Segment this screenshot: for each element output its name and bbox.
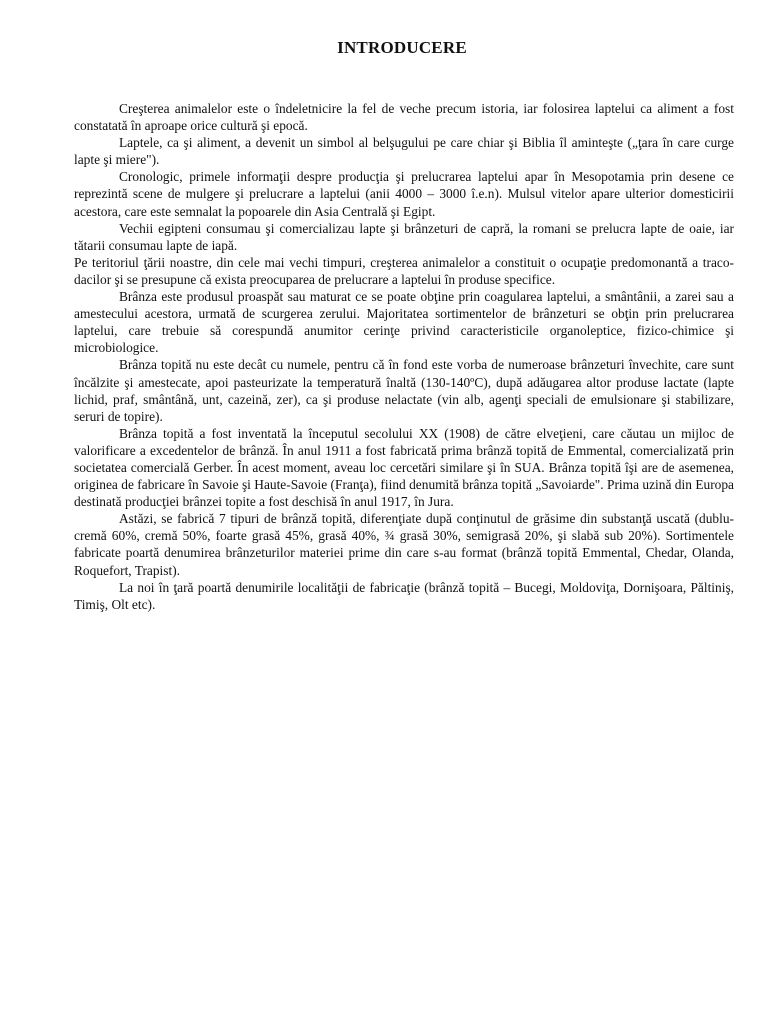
paragraph-5: Pe teritoriul ţării noastre, din cele mai vechi timpuri, creşterea animalelor a constituit o ocupaţie predomonantă a traco-dacilor şi se presupune că exista preocuparea de prelucrare a laptelui în produse specifice. (74, 254, 734, 287)
paragraph-2: Laptele, ca şi aliment, a devenit un simbol al belşugului pe care chiar şi Biblia îl aminteşte („ţara în care curge lapte şi miere"). (74, 135, 734, 168)
paragraph-7: Brânza topită nu este decât cu numele, pentru că în fond este vorba de numeroase brânzeturi învechite, care sunt încălzite şi amestecate, apoi pasteurizate la temperatură înaltă (130-140ºC), după adăugarea altor produse lactate (lapte lichid, praf, smântână, unt, cazeină, zer), ca şi produse nelactate (vin alb, agenţi speciali de emulsionare şi stabilizare, seruri de topire). (74, 357, 734, 424)
paragraph-4: Vechii egipteni consumau şi comercializau lapte şi brânzeturi de capră, la romani se prelucra lapte de oaie, iar tătarii consumau lapte de iapă. (74, 220, 734, 253)
paragraph-8: Brânza topită a fost inventată la începutul secolului XX (1908) de către elveţieni, care căutau un mijloc de valorificare a excedentelor de brânză. În anul 1911 a fost fabricată prima brânză topită de Emmental, comercializată prin societatea comercială Gerber. În acest moment, aveau loc cercetări similare şi în SUA. Brânza topită îşi are de asemenea, originea de fabricare în Savoie şi Haute-Savoie (Franţa), fiind denumită brânza topită „Savoiarde". Prima uzină din Europa destinată producţiei brânzei topite a fost deschisă în anul 1917, în Jura. (74, 425, 734, 510)
paragraph-9: Astăzi, se fabrică 7 tipuri de brânză topită, diferenţiate după conţinutul de grăsime din substanţă uscată (dublu-cremă 60%, cremă 50%, foarte grasă 45%, grasă 40%, ¾ grasă 30%, semigrasă 20%, şi slabă sub 20%). Sortimentele fabricate poartă denumirea brânzeturilor materiei prime din care s-au format (brânză topită Emmental, Chedar, Olanda, Roquefort, Trapist). (74, 511, 734, 578)
page-title: INTRODUCERE (337, 38, 467, 57)
paragraph-1: Creşterea animalelor este o îndeletnicire la fel de veche precum istoria, iar folosirea laptelui ca aliment a fost constatată în aproape orice cultură şi epocă. (74, 101, 734, 134)
document-body (74, 100, 734, 613)
paragraph-10: La noi în ţară poartă denumirile localităţii de fabricaţie (brânză topită – Bucegi, Moldoviţa, Dornişoara, Păltiniş, Timiş, Olt etc). (74, 579, 734, 612)
paragraph-6: Brânza este produsul proaspăt sau maturat ce se poate obţine prin coagularea laptelui, a smântânii, a zarei sau a amestecului acestora, urmată de scurgerea zerului. Majoritatea sortimentelor de brânzeturi se obţin prin prelucrarea laptelui, care trebuie să corespundă anumitor cerinţe privind caracteristicile organoleptice, fizico-chimice şi microbiologice. (74, 289, 734, 356)
paragraph-3: Cronologic, primele informaţii despre producţia şi prelucrarea laptelui apar în Mesopotamia prin desene ce reprezintă scene de mulgere şi prelucrare a laptelui (anii 4000 – 3000 î.e.n). Mulsul vitelor apare ulterior domesticirii acestora, care este semnalat la popoarele din Asia Centrală şi Egipt. (74, 169, 734, 219)
